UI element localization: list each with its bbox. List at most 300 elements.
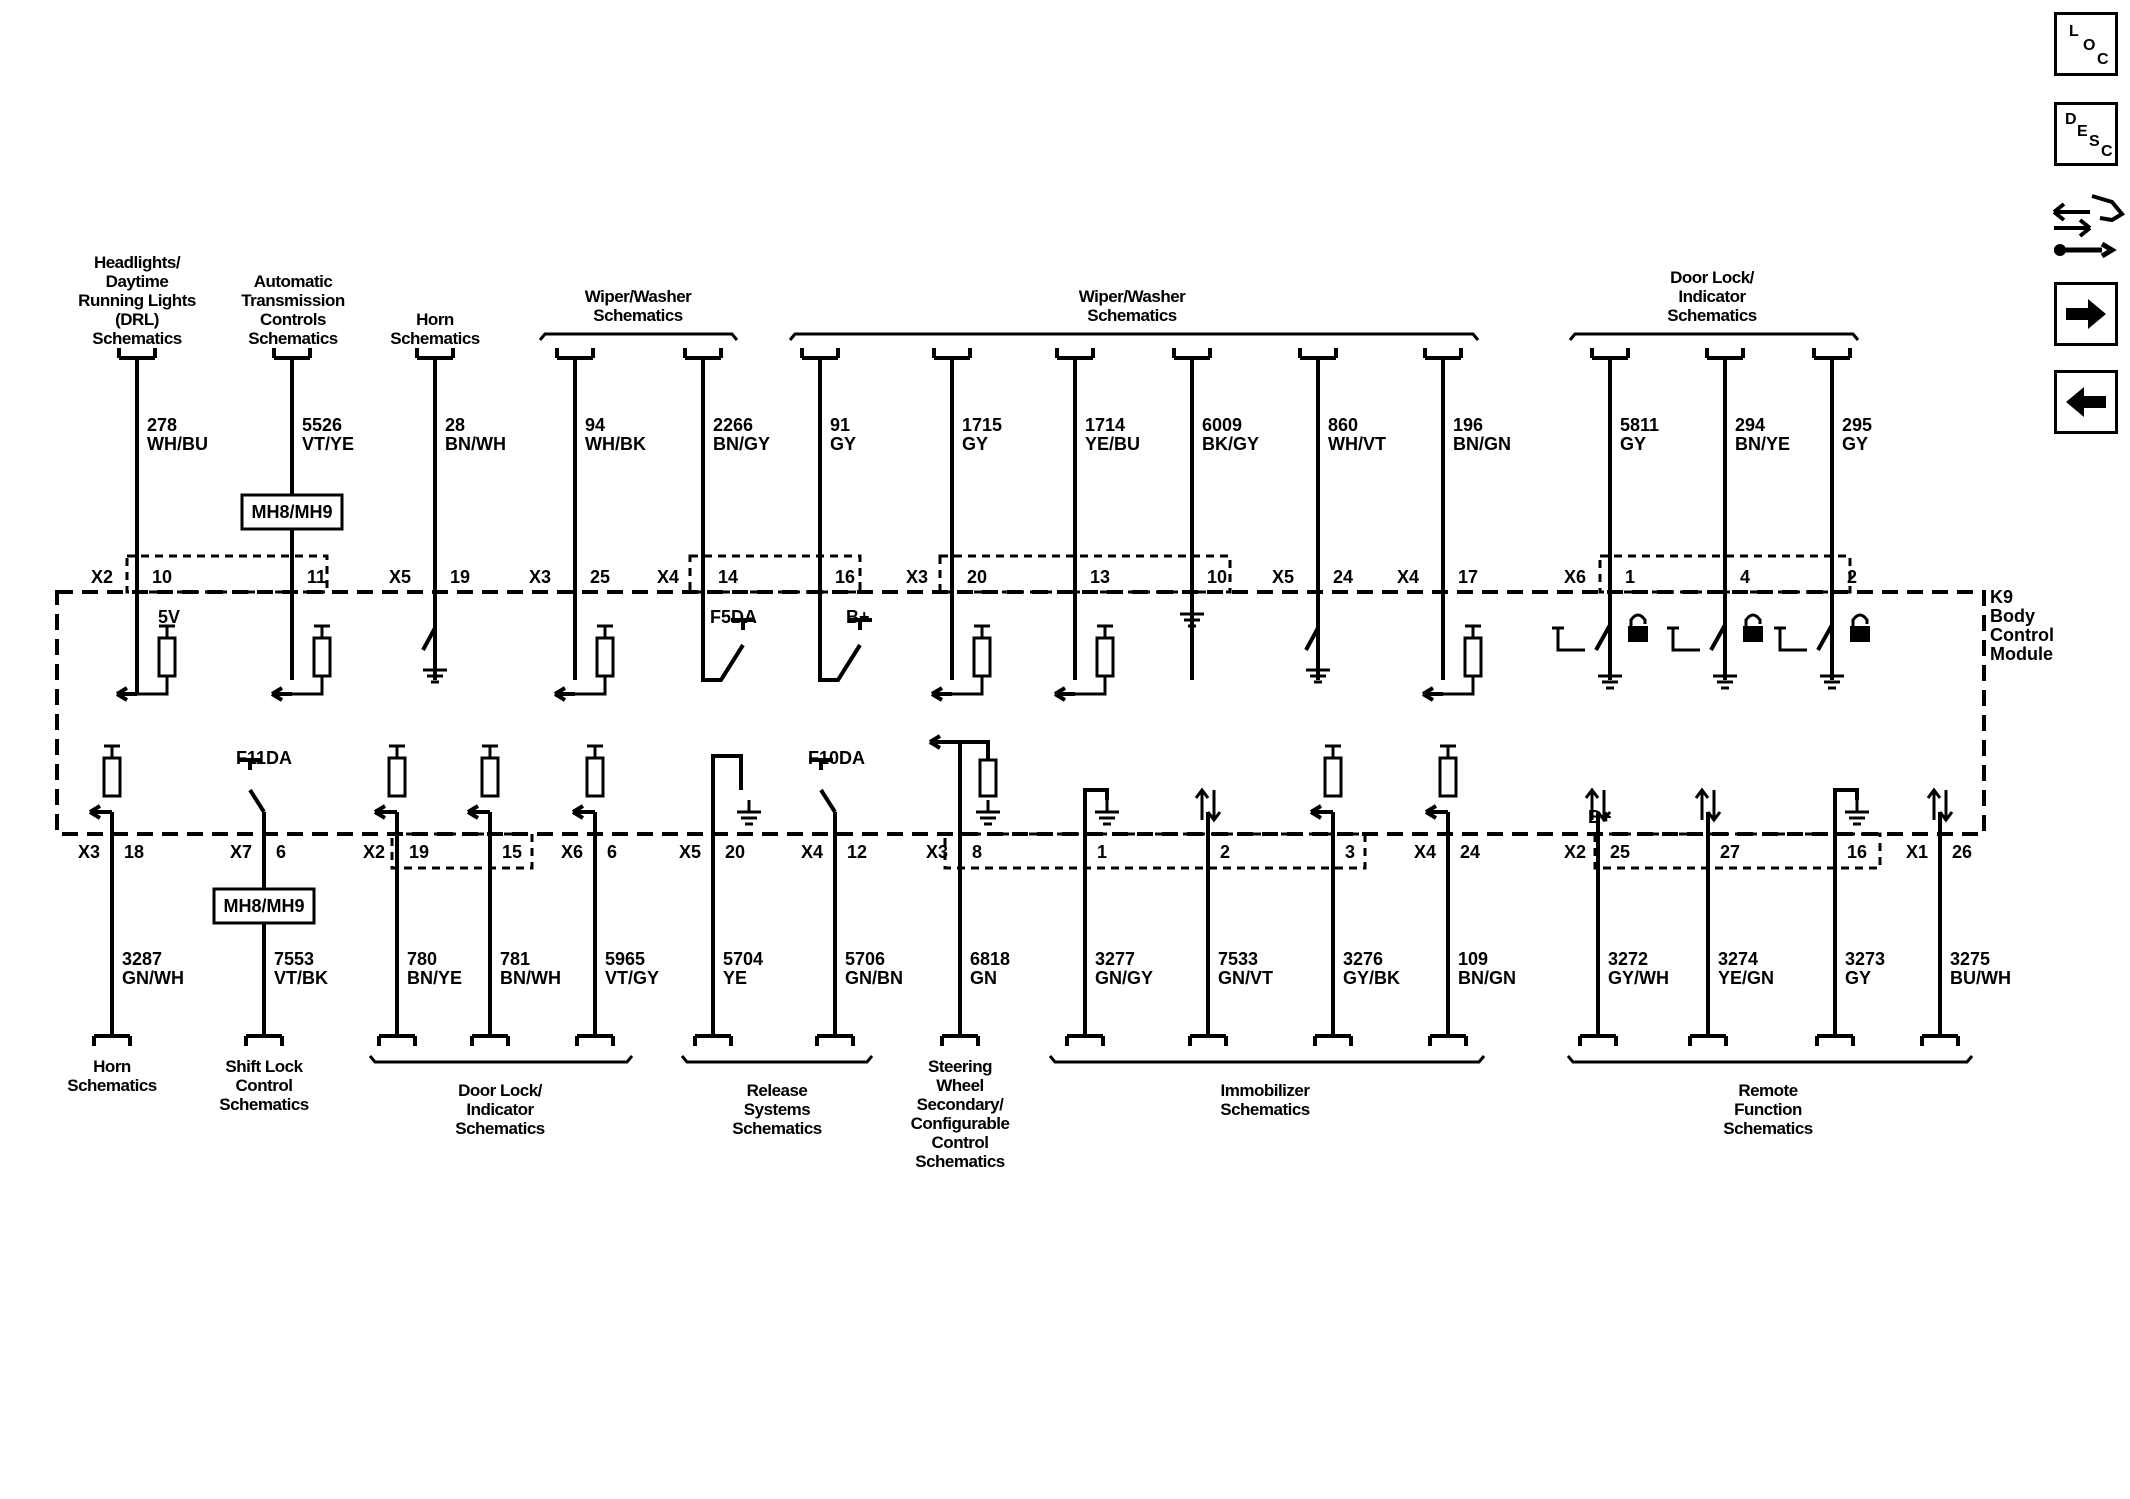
top-connector-2266 [685, 348, 721, 358]
desc-letter-c: C [2101, 143, 2113, 160]
bottom-connector-id-3272: X2 [1564, 842, 1587, 862]
bottom-connector-5704 [695, 1036, 731, 1046]
top-connector-1715 [934, 348, 970, 358]
loc-button[interactable] [2054, 12, 2118, 76]
top-resistor-5526 [314, 638, 330, 676]
bottom-circuit-color-3273: GY [1845, 968, 1872, 988]
top-circuit-color-2266: BN/GY [713, 434, 771, 454]
top-connector-28 [417, 348, 453, 358]
bottom-arrow-781 [468, 806, 490, 818]
top-pin-5526: 11 [307, 567, 327, 587]
top-circuit-num-91: 91 [830, 415, 851, 435]
bottom-pin-3287: 18 [124, 842, 145, 862]
svg-text:Headlights/: Headlights/ [93, 253, 181, 272]
top-connector-id-2266: X4 [657, 567, 680, 587]
bottom-arrow-780 [375, 806, 397, 818]
bottom-resistor-3287 [104, 758, 120, 796]
top-circuit-color-295: GY [1842, 434, 1869, 454]
svg-text:Daytime: Daytime [105, 272, 169, 291]
svg-text:Running Lights: Running Lights [78, 291, 196, 310]
top-arrow-278 [117, 688, 137, 700]
top-resistor-278 [159, 638, 175, 676]
loc-letter-l: L [2069, 23, 2079, 40]
bottom-pin-3272: 25 [1610, 842, 1631, 862]
supply-label-5v: 5V [158, 607, 181, 627]
bottom-circuit-3274 [1690, 790, 1774, 1046]
svg-text:Control: Control [235, 1076, 293, 1095]
bottom-circuit-color-6818: GN [970, 968, 997, 988]
bottom-circuit-num-109: 109 [1458, 949, 1489, 969]
top-circuit-196 [1397, 348, 1511, 700]
top-connector-91 [802, 348, 838, 358]
top-res-link-5526 [292, 676, 322, 694]
top-circuit-1714 [1055, 348, 1140, 700]
top-arrow-1715 [932, 688, 952, 700]
loc-letter-c: C [2097, 51, 2109, 68]
top-circuit-6009 [1174, 348, 1259, 680]
bottom-circuits [78, 736, 2011, 1046]
top-circuit-1715 [906, 348, 1002, 700]
top-circuit-num-28: 28 [445, 415, 466, 435]
top-connector-1714 [1057, 348, 1093, 358]
top-res-link-196 [1443, 676, 1473, 694]
bottom-link-3273 [1835, 790, 1857, 812]
bottom-connector-7533 [1190, 1036, 1226, 1046]
svg-text:Module: Module [1990, 644, 2053, 664]
top-arrow-5526 [272, 688, 292, 700]
bracket-immobilizer [1050, 1056, 1484, 1062]
bottom-circuit-num-3275: 3275 [1950, 949, 1991, 969]
bottom-connector-3276 [1315, 1036, 1351, 1046]
top-resistor-196-cap [1465, 626, 1481, 638]
bottom-circuit-num-3273: 3273 [1845, 949, 1886, 969]
svg-text:Indicator: Indicator [466, 1100, 534, 1119]
top-circuit-num-2266: 2266 [713, 415, 754, 435]
top-arrow-1714 [1055, 688, 1075, 700]
top-circuits [91, 348, 1872, 700]
svg-text:Wiper/Washer: Wiper/Washer [1078, 287, 1186, 306]
supply-label-bplus-bottom: B+ [1588, 807, 1612, 827]
bottom-pin-3274: 27 [1720, 842, 1741, 862]
svg-text:Release: Release [746, 1081, 808, 1100]
bottom-circuit-3272 [1564, 790, 1669, 1046]
top-circuit-278 [91, 348, 208, 700]
top-circuit-num-1715: 1715 [962, 415, 1003, 435]
bottom-pin-109: 24 [1460, 842, 1481, 862]
bottom-circuit-num-5706: 5706 [845, 949, 886, 969]
top-resistor-5526-cap [314, 626, 330, 638]
bottom-connector-3275 [1922, 1036, 1958, 1046]
top-circuit-91 [802, 348, 872, 680]
top-circuit-color-278: WH/BU [147, 434, 208, 454]
bracket-wiper-2 [790, 334, 1478, 340]
dest-label-wiper-2 [1079, 287, 1186, 325]
bottom-connector-3274 [1690, 1036, 1726, 1046]
bottom-circuit-781 [468, 746, 561, 1046]
bottom-connector-5706 [817, 1036, 853, 1046]
bottom-circuit-3273 [1817, 790, 1885, 1046]
bottom-circuit-color-3287: GN/WH [122, 968, 184, 988]
dest-label-shift-lock [219, 1057, 309, 1114]
svg-text:Schematics: Schematics [1220, 1100, 1310, 1119]
bottom-arrow-3287 [90, 806, 112, 818]
bottom-connector-3272 [1580, 1036, 1616, 1046]
svg-text:Schematics: Schematics [219, 1095, 309, 1114]
bottom-arrow-5965 [573, 806, 595, 818]
svg-text:Systems: Systems [743, 1100, 811, 1119]
bottom-circuit-3276 [1311, 746, 1400, 1046]
top-resistor-278-cap [159, 626, 175, 638]
dest-label-wiper-1 [585, 287, 692, 325]
top-connector-id-196: X4 [1397, 567, 1420, 587]
supply-label-f5da: F5DA [710, 607, 758, 627]
svg-text:MH8/MH9: MH8/MH9 [251, 502, 333, 522]
top-circuit-color-1715: GY [962, 434, 989, 454]
bracket-doorlock-bottom [370, 1056, 632, 1062]
bottom-resistor-5965 [587, 758, 603, 796]
bottom-pin-7533: 2 [1220, 842, 1231, 862]
top-circuit-2266 [657, 348, 770, 680]
top-connector-278 [119, 348, 155, 358]
top-resistor-1714-cap [1097, 626, 1113, 638]
bottom-circuit-num-3277: 3277 [1095, 949, 1136, 969]
top-ground-5811 [1598, 664, 1622, 688]
dest-label-release [732, 1081, 822, 1138]
bottom-circuit-color-3277: GN/GY [1095, 968, 1154, 988]
svg-text:Wiper/Washer: Wiper/Washer [584, 287, 692, 306]
top-circuit-color-5811: GY [1620, 434, 1647, 454]
lock-icon-5811 [1628, 626, 1648, 642]
top-circuit-num-5526: 5526 [302, 415, 343, 435]
top-circuit-num-196: 196 [1453, 415, 1484, 435]
top-circuit-color-294: BN/YE [1735, 434, 1791, 454]
top-pin-1714: 13 [1090, 567, 1111, 587]
dest-label-steering [911, 1057, 1010, 1171]
svg-text:Horn: Horn [93, 1057, 131, 1076]
top-connector-id-1715: X3 [906, 567, 929, 587]
bottom-circuit-color-780: BN/YE [407, 968, 463, 988]
top-connector-5811 [1592, 348, 1628, 358]
top-circuit-color-6009: BK/GY [1202, 434, 1260, 454]
loc-letter-o: O [2083, 37, 2096, 54]
bottom-pin-780: 19 [409, 842, 430, 862]
component-connector-icon[interactable] [2050, 190, 2126, 262]
bottom-circuit-7533 [1190, 790, 1273, 1046]
bottom-pin-3275: 26 [1952, 842, 1973, 862]
top-pin-5811: 1 [1625, 567, 1636, 587]
svg-text:Schematics: Schematics [455, 1119, 545, 1138]
top-circuit-color-1714: YE/BU [1085, 434, 1141, 454]
bottom-resistor-781 [482, 758, 498, 796]
svg-text:Indicator: Indicator [1678, 287, 1746, 306]
bottom-connector-id-109: X4 [1414, 842, 1437, 862]
bottom-circuit-color-3274: YE/GN [1718, 968, 1775, 988]
bottom-circuit-num-6818: 6818 [970, 949, 1011, 969]
top-circuit-num-94: 94 [585, 415, 606, 435]
bottom-circuit-color-109: BN/GN [1458, 968, 1516, 988]
svg-text:Schematics: Schematics [732, 1119, 822, 1138]
next-arrow-button[interactable] [2054, 282, 2118, 346]
desc-letter-e: E [2077, 123, 2088, 140]
top-pin-196: 17 [1458, 567, 1479, 587]
bottom-ground-3277 [1095, 800, 1119, 824]
bottom-arrow-3276 [1311, 806, 1333, 818]
top-lock-switch-295 [1818, 600, 1832, 670]
svg-text:Schematics: Schematics [1667, 306, 1757, 325]
bottom-resistor-781-cap [482, 746, 498, 758]
bottom-circuit-color-7553: VT/BK [274, 968, 328, 988]
top-pin-6009: 10 [1207, 567, 1228, 587]
bottom-circuit-109 [1414, 746, 1516, 1046]
bottom-connector-id-7553: X7 [230, 842, 253, 862]
top-pin-294: 4 [1740, 567, 1751, 587]
top-ground-295 [1820, 664, 1844, 688]
top-resistor-94-cap [597, 626, 613, 638]
bottom-circuit-color-781: BN/WH [500, 968, 561, 988]
top-circuit-295 [1774, 348, 1872, 688]
bottom-connector-5965 [577, 1036, 613, 1046]
bottom-switch-5704 [713, 756, 741, 812]
top-resistor-1714 [1097, 638, 1113, 676]
top-circuit-num-294: 294 [1735, 415, 1766, 435]
top-lock-link-294 [1667, 628, 1700, 650]
bottom-connector-3287 [94, 1036, 130, 1046]
bottom-circuit-num-5965: 5965 [605, 949, 646, 969]
bottom-circuit-color-5706: GN/BN [845, 968, 903, 988]
bottom-circuit-780 [363, 746, 462, 1046]
top-pin-91: 16 [835, 567, 856, 587]
bottom-resistor-109-cap [1440, 746, 1456, 758]
top-connector-295 [1814, 348, 1850, 358]
module-label [1990, 587, 2054, 664]
top-connector-id-860: X5 [1272, 567, 1295, 587]
top-connector-id-28: X5 [389, 567, 412, 587]
top-circuit-num-6009: 6009 [1202, 415, 1243, 435]
top-res-link-278 [137, 676, 167, 694]
dest-label-doorlock-bottom [455, 1081, 545, 1138]
desc-letter-d: D [2065, 111, 2077, 128]
bottom-connector-6818 [942, 1036, 978, 1046]
bottom-connector-id-5706: X4 [801, 842, 824, 862]
svg-text:Wheel: Wheel [936, 1076, 984, 1095]
dest-label-headlights [78, 253, 196, 348]
dest-label-auto-trans [241, 272, 345, 348]
previous-arrow-icon [2064, 385, 2108, 419]
bottom-pin-7553: 6 [276, 842, 287, 862]
top-pin-28: 19 [450, 567, 471, 587]
top-pin-2266: 14 [718, 567, 739, 587]
bottom-connector-780 [379, 1036, 415, 1046]
top-pin-278: 10 [152, 567, 173, 587]
supply-label-f11da: F11DA [236, 748, 293, 768]
top-pin-1715: 20 [967, 567, 988, 587]
top-res-link-1714 [1075, 676, 1105, 694]
bottom-pin-781: 15 [502, 842, 523, 862]
svg-text:Steering: Steering [927, 1057, 993, 1076]
top-resistor-196 [1465, 638, 1481, 676]
top-lock-link-5811 [1552, 628, 1585, 650]
connector-group-x3-bottom [945, 834, 1365, 868]
bottom-circuit-6818 [926, 736, 1010, 1046]
top-circuit-num-295: 295 [1842, 415, 1873, 435]
desc-button[interactable] [2054, 102, 2118, 166]
bottom-connector-109 [1430, 1036, 1466, 1046]
supply-label-bplus-top: B+ [846, 607, 870, 627]
top-arrow-196 [1423, 688, 1443, 700]
top-connector-860 [1300, 348, 1336, 358]
bottom-connector-id-780: X2 [363, 842, 386, 862]
bracket-doorlock-top [1570, 334, 1858, 340]
svg-text:(DRL): (DRL) [115, 310, 159, 329]
bottom-ground-5704 [737, 800, 761, 824]
top-circuit-num-278: 278 [147, 415, 178, 435]
dest-label-horn-top [390, 310, 480, 348]
bottom-circuit-3275 [1906, 790, 2011, 1046]
bracket-remote [1568, 1056, 1972, 1062]
top-resistor-1715-cap [974, 626, 990, 638]
bottom-ground-3273 [1845, 800, 1869, 824]
bottom-pin-3277: 1 [1097, 842, 1108, 862]
svg-text:Schematics: Schematics [1723, 1119, 1813, 1138]
top-connector-id-94: X3 [529, 567, 552, 587]
bottom-circuit-3277 [1067, 790, 1153, 1046]
bottom-connector-id-6818: X3 [926, 842, 949, 862]
dest-label-horn-bottom [67, 1057, 157, 1095]
svg-text:Immobilizer: Immobilizer [1220, 1081, 1310, 1100]
svg-text:Transmission: Transmission [241, 291, 345, 310]
svg-text:Secondary/: Secondary/ [916, 1095, 1004, 1114]
bottom-arrow-109 [1426, 806, 1448, 818]
dest-label-doorlock-top [1667, 268, 1757, 325]
bottom-resistor-3287-cap [104, 746, 120, 758]
bottom-circuit-num-5704: 5704 [723, 949, 764, 969]
bottom-connector-7553 [246, 1036, 282, 1046]
top-connector-196 [1425, 348, 1461, 358]
svg-text:Body: Body [1990, 606, 2035, 626]
bottom-connector-id-3287: X3 [78, 842, 101, 862]
bottom-resistor-780 [389, 758, 405, 796]
bottom-circuit-color-5965: VT/GY [605, 968, 660, 988]
bottom-connector-3277 [1067, 1036, 1103, 1046]
bottom-resistor-3276 [1325, 758, 1341, 796]
top-connector-94 [557, 348, 593, 358]
bottom-pin-5704: 20 [725, 842, 746, 862]
bracket-release [682, 1056, 872, 1062]
bottom-pin-5706: 12 [847, 842, 868, 862]
bottom-circuit-color-5704: YE [723, 968, 748, 988]
lock-icon-294 [1743, 626, 1763, 642]
top-connector-294 [1707, 348, 1743, 358]
bottom-resistor-109 [1440, 758, 1456, 796]
top-ground-294 [1713, 664, 1737, 688]
top-res-link-94 [575, 676, 605, 694]
top-arrow-94 [555, 688, 575, 700]
bottom-connector-781 [472, 1036, 508, 1046]
top-circuit-color-860: WH/VT [1328, 434, 1386, 454]
top-connector-5526 [274, 348, 310, 358]
svg-text:MH8/MH9: MH8/MH9 [223, 896, 305, 916]
bottom-circuit-color-3275: BU/WH [1950, 968, 2011, 988]
previous-arrow-button[interactable] [2054, 370, 2118, 434]
dest-label-remote [1723, 1081, 1813, 1138]
supply-label-f10da: F10DA [808, 748, 866, 768]
top-lock-switch-5811 [1596, 600, 1610, 670]
svg-text:K9: K9 [1990, 587, 2014, 607]
svg-text:Shift Lock: Shift Lock [225, 1057, 303, 1076]
svg-text:Schematics: Schematics [1087, 306, 1177, 325]
top-circuit-860 [1272, 348, 1386, 682]
top-resistor-94 [597, 638, 613, 676]
bottom-circuit-5706 [801, 760, 903, 1046]
svg-text:Configurable: Configurable [910, 1114, 1010, 1133]
top-circuit-num-5811: 5811 [1620, 415, 1660, 435]
svg-text:Schematics: Schematics [390, 329, 480, 348]
svg-text:Horn: Horn [416, 310, 454, 329]
bottom-pin-5965: 6 [607, 842, 618, 862]
bottom-circuit-num-7553: 7553 [274, 949, 315, 969]
top-circuit-color-91: GY [830, 434, 857, 454]
bottom-circuit-3287 [78, 746, 184, 1046]
bottom-resistor-3276-cap [1325, 746, 1341, 758]
next-arrow-icon [2064, 297, 2108, 331]
svg-text:Schematics: Schematics [92, 329, 182, 348]
top-circuit-294 [1667, 348, 1790, 688]
bottom-circuit-num-3287: 3287 [122, 949, 163, 969]
top-resistor-1715 [974, 638, 990, 676]
svg-text:Schematics: Schematics [593, 306, 683, 325]
svg-text:Door Lock/: Door Lock/ [1670, 268, 1754, 287]
bottom-circuit-color-3276: GY/BK [1343, 968, 1401, 988]
top-lock-switch-294 [1711, 600, 1725, 670]
top-connector-id-278: X2 [91, 567, 114, 587]
bottom-circuit-num-780: 780 [407, 949, 438, 969]
desc-letter-s: S [2089, 133, 2100, 150]
svg-text:Control: Control [931, 1133, 989, 1152]
top-circuit-color-28: BN/WH [445, 434, 506, 454]
bottom-link-3277 [1085, 790, 1107, 812]
bottom-circuit-5704 [679, 756, 763, 1046]
bottom-connector-3273 [1817, 1036, 1853, 1046]
top-circuit-color-94: WH/BK [585, 434, 646, 454]
top-pin-94: 25 [590, 567, 611, 587]
svg-text:Automatic: Automatic [253, 272, 333, 291]
svg-text:Control: Control [1990, 625, 2054, 645]
bottom-circuit-color-3272: GY/WH [1608, 968, 1669, 988]
top-circuit-5811 [1552, 348, 1659, 688]
bottom-circuit-color-7533: GN/VT [1218, 968, 1274, 988]
top-circuit-color-196: BN/GN [1453, 434, 1511, 454]
svg-text:Schematics: Schematics [248, 329, 338, 348]
svg-text:Schematics: Schematics [915, 1152, 1005, 1171]
bottom-circuit-num-7533: 7533 [1218, 949, 1259, 969]
module-boundary [57, 592, 1984, 834]
top-circuit-94 [529, 348, 646, 700]
top-pin-860: 24 [1333, 567, 1354, 587]
svg-text:Function: Function [1734, 1100, 1802, 1119]
top-circuit-28 [389, 348, 506, 682]
top-connector-6009 [1174, 348, 1210, 358]
top-circuit-color-5526: VT/YE [302, 434, 355, 454]
top-connector-id-5811: X6 [1564, 567, 1587, 587]
bottom-circuit-num-781: 781 [500, 949, 531, 969]
top-pin-295: 2 [1847, 567, 1858, 587]
bottom-circuit-num-3272: 3272 [1608, 949, 1649, 969]
splice-box-top [242, 495, 342, 529]
bottom-pin-3273: 16 [1847, 842, 1868, 862]
bracket-wiper-1 [540, 334, 737, 340]
bottom-connector-id-5965: X6 [561, 842, 584, 862]
bottom-circuit-num-3274: 3274 [1718, 949, 1759, 969]
